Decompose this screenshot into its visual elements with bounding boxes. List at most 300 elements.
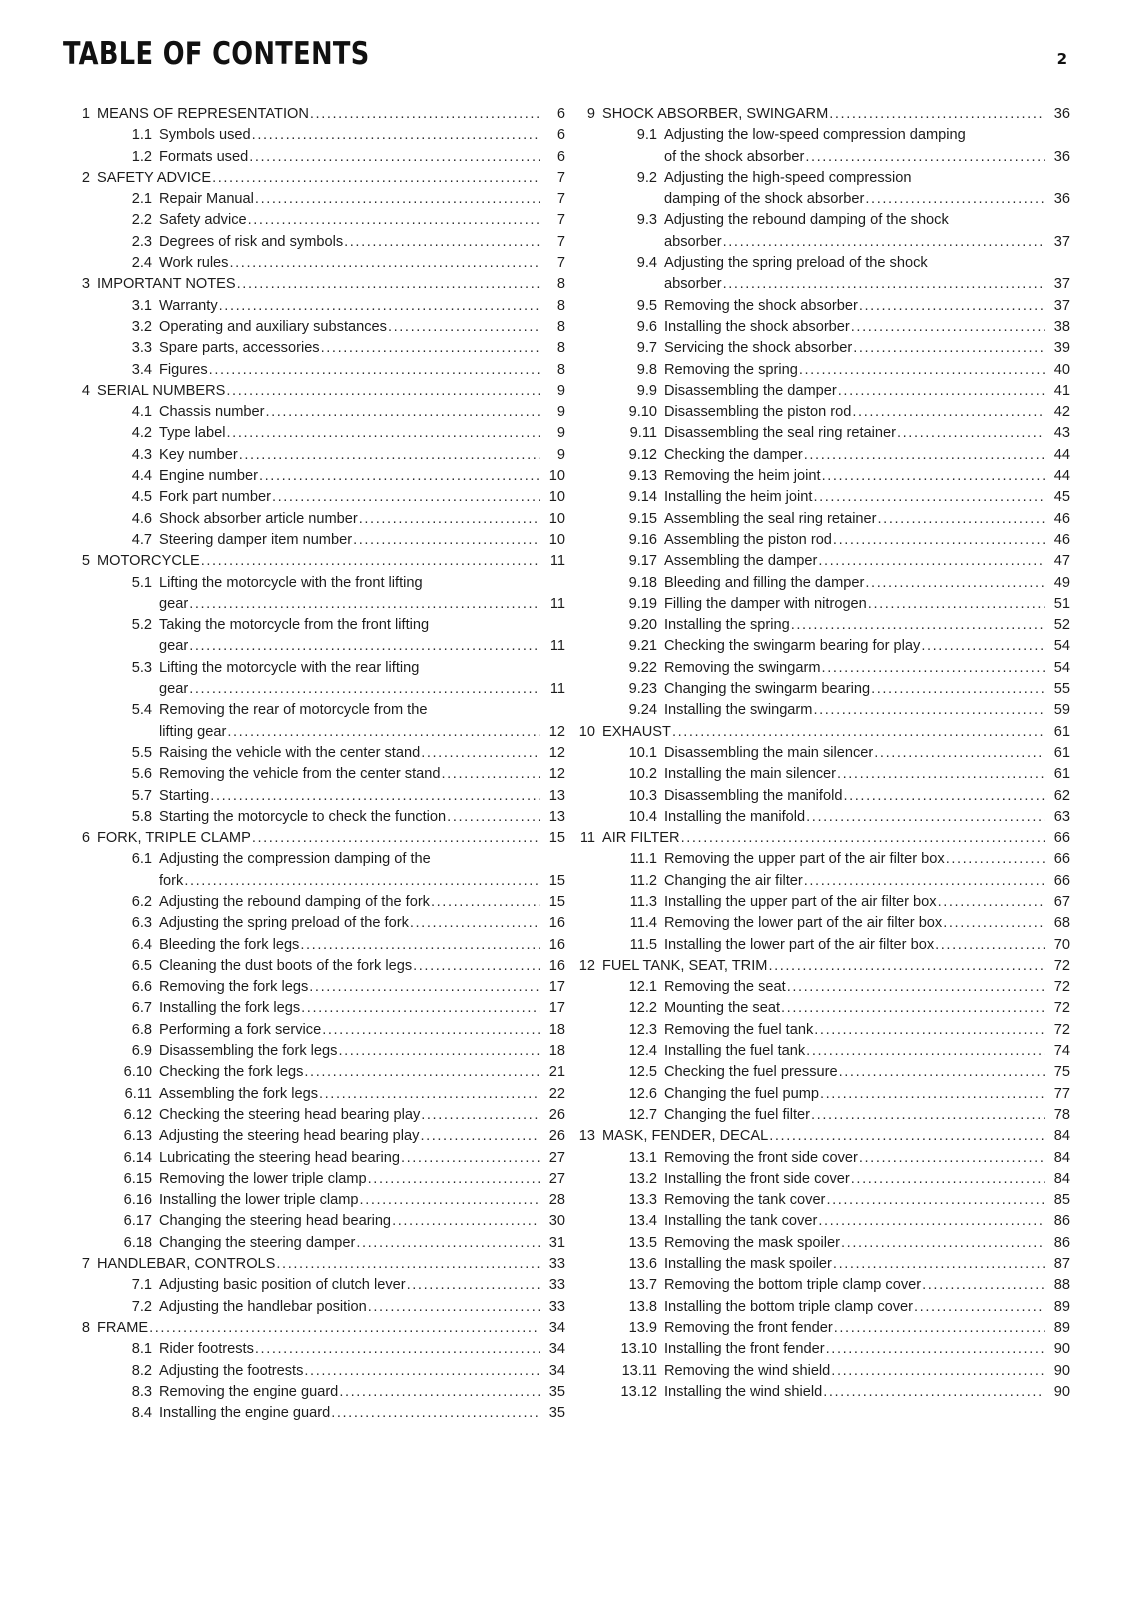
toc-entry-label: SHOCK ABSORBER, SWINGARM — [602, 106, 829, 122]
toc-entry-body — [159, 1233, 565, 1254]
toc-entry-body — [159, 956, 565, 977]
toc-entry-label: Warranty — [159, 297, 218, 314]
toc-entry-number: 11.3 — [629, 893, 657, 910]
dot-leader — [811, 1105, 1045, 1126]
toc-entry-label: Lifting the motorcycle with the front lifting — [159, 574, 423, 591]
toc-entry[interactable] — [63, 1361, 565, 1382]
toc-entry-body — [159, 615, 565, 658]
toc-entry-label-continuation-line — [159, 871, 565, 892]
toc-entry[interactable] — [63, 530, 565, 551]
toc-entry-label: Mounting the seat — [664, 1000, 781, 1017]
toc-entry[interactable] — [568, 1254, 1070, 1275]
toc-entry[interactable] — [63, 189, 565, 210]
toc-entry[interactable] — [568, 317, 1070, 338]
toc-entry[interactable] — [63, 509, 565, 530]
dot-leader — [339, 1382, 540, 1403]
toc-entry-body — [664, 658, 1070, 679]
toc-entry-number: 12.3 — [628, 1021, 657, 1038]
toc-entry[interactable] — [568, 1275, 1070, 1296]
toc-entry[interactable] — [63, 1020, 565, 1041]
dot-leader — [410, 913, 540, 934]
toc-entry-body — [664, 1148, 1070, 1169]
dot-leader — [301, 998, 540, 1019]
toc-entry-page: 12 — [548, 766, 565, 783]
toc-entry-page: 9 — [556, 404, 565, 421]
dot-leader — [818, 551, 1045, 572]
toc-entry-number: 4.7 — [131, 531, 152, 548]
toc-entry-number: 7.1 — [131, 1277, 152, 1294]
dot-leader — [359, 509, 540, 530]
toc-entry-body — [664, 764, 1070, 785]
toc-entry-label: Removing the heim joint — [664, 468, 821, 485]
toc-entry-label: Installing the spring — [664, 617, 790, 634]
toc-entry-number: 9.14 — [628, 489, 657, 506]
toc-entry-label: Adjusting the spring preload of the fork — [159, 915, 409, 932]
toc-entry-page: 35 — [548, 1405, 565, 1422]
toc-entry-page: 63 — [1053, 808, 1070, 825]
toc-entry[interactable] — [63, 232, 565, 253]
toc-entry[interactable] — [63, 998, 565, 1019]
toc-entry-number: 4.5 — [131, 489, 152, 506]
toc-entry-page: 34 — [548, 1362, 565, 1379]
toc-entry-label: Disassembling the damper — [664, 382, 837, 399]
toc-entry-number: 11.2 — [629, 872, 657, 889]
toc-entry[interactable] — [63, 615, 565, 658]
toc-entry-page: 28 — [548, 1192, 565, 1209]
toc-entry[interactable] — [568, 1318, 1070, 1339]
toc-entry[interactable] — [568, 786, 1070, 807]
toc-entry-page: 18 — [548, 1043, 565, 1060]
toc-entry-body — [159, 1382, 565, 1403]
toc-entry-label: Adjusting the handlebar position — [159, 1298, 367, 1315]
toc-entry[interactable] — [568, 168, 1070, 211]
toc-entry[interactable] — [63, 935, 565, 956]
toc-entry-number: 11.4 — [629, 915, 657, 932]
toc-entry[interactable] — [63, 1339, 565, 1360]
toc-entry-number: 9.16 — [628, 531, 657, 548]
toc-entry[interactable] — [568, 998, 1070, 1019]
dot-leader — [833, 530, 1045, 551]
toc-entry[interactable] — [63, 317, 565, 338]
toc-entry-label: Adjusting the rebound damping of the shock — [664, 212, 949, 229]
toc-entry[interactable] — [568, 445, 1070, 466]
toc-entry[interactable] — [568, 1126, 1070, 1147]
dot-leader — [227, 722, 540, 743]
toc-entry-body — [97, 168, 565, 189]
toc-entry[interactable] — [63, 487, 565, 508]
toc-entry-body — [664, 573, 1070, 594]
toc-entry[interactable] — [568, 104, 1070, 125]
toc-entry-page: 86 — [1053, 1234, 1070, 1251]
dot-leader — [791, 615, 1045, 636]
toc-entry[interactable] — [568, 956, 1070, 977]
toc-entry[interactable] — [568, 1062, 1070, 1083]
toc-entry[interactable] — [568, 487, 1070, 508]
dot-leader — [935, 935, 1045, 956]
toc-entry[interactable] — [568, 849, 1070, 870]
toc-entry-number: 6 — [81, 830, 90, 847]
toc-entry[interactable] — [63, 360, 565, 381]
toc-entry-number: 8.2 — [131, 1362, 152, 1379]
toc-entry-number: 8.4 — [131, 1405, 152, 1422]
toc-entry-number: 6.4 — [131, 936, 152, 953]
toc-entry-page: 15 — [548, 830, 565, 847]
toc-entry[interactable] — [568, 764, 1070, 785]
dot-leader — [322, 1020, 540, 1041]
toc-entry-number: 6.1 — [131, 851, 152, 868]
toc-entry[interactable] — [63, 274, 565, 295]
toc-entry[interactable] — [568, 509, 1070, 530]
toc-entry-label: Adjusting the compression damping of the — [159, 851, 431, 868]
dot-leader — [401, 1148, 540, 1169]
dot-leader — [259, 466, 540, 487]
toc-entry-body — [664, 445, 1070, 466]
toc-entry-page: 7 — [556, 169, 565, 186]
toc-entry-label: Key number — [159, 446, 238, 463]
toc-entry[interactable] — [568, 722, 1070, 743]
toc-entry-page: 8 — [556, 297, 565, 314]
toc-entry-number: 6.10 — [123, 1064, 152, 1081]
toc-entry-body — [159, 1062, 565, 1083]
toc-entry-number: 5.5 — [131, 744, 152, 761]
toc-entry[interactable] — [568, 1105, 1070, 1126]
toc-entry-number: 9.15 — [628, 510, 657, 527]
toc-entry[interactable] — [568, 871, 1070, 892]
toc-entry-number: 13.1 — [628, 1149, 657, 1166]
toc-entry[interactable] — [63, 764, 565, 785]
toc-entry[interactable] — [568, 828, 1070, 849]
toc-entry[interactable] — [568, 658, 1070, 679]
dot-leader — [356, 1233, 540, 1254]
dot-leader — [826, 1339, 1045, 1360]
dot-leader — [272, 487, 540, 508]
toc-entry-page: 72 — [1053, 1021, 1070, 1038]
toc-entry[interactable] — [568, 636, 1070, 657]
toc-entry[interactable] — [63, 573, 565, 616]
toc-entry-body — [159, 1339, 565, 1360]
toc-entry-body — [159, 466, 565, 487]
toc-entry-page: 8 — [556, 340, 565, 357]
toc-entry[interactable] — [63, 1190, 565, 1211]
toc-entry-number: 6.13 — [123, 1128, 152, 1145]
toc-entry-number: 6.9 — [131, 1043, 152, 1060]
toc-entry-number: 13.9 — [628, 1319, 657, 1336]
toc-entry-page: 42 — [1053, 404, 1070, 421]
toc-entry[interactable] — [568, 935, 1070, 956]
toc-entry[interactable] — [568, 253, 1070, 296]
toc-entry-number: 9.4 — [636, 255, 657, 272]
toc-entry-number: 6.2 — [131, 893, 152, 910]
dot-leader — [210, 786, 540, 807]
toc-entry[interactable] — [568, 700, 1070, 721]
toc-entry[interactable] — [568, 551, 1070, 572]
toc-entry[interactable] — [568, 977, 1070, 998]
toc-entry[interactable] — [568, 743, 1070, 764]
toc-entry[interactable] — [63, 1105, 565, 1126]
toc-entry-label: Repair Manual — [159, 191, 254, 208]
toc-entry[interactable] — [63, 1382, 565, 1403]
toc-entry[interactable] — [568, 466, 1070, 487]
toc-entry-label: FORK, TRIPLE CLAMP — [97, 830, 251, 847]
dot-leader — [922, 1275, 1045, 1296]
dot-leader — [300, 935, 540, 956]
toc-entry[interactable] — [63, 381, 565, 402]
toc-entry[interactable] — [568, 1233, 1070, 1254]
toc-entry-body — [159, 509, 565, 530]
toc-entry-body — [159, 743, 565, 764]
toc-entry-number: 10.4 — [628, 808, 657, 825]
toc-entry[interactable] — [568, 1148, 1070, 1169]
toc-entry-label: Installing the bottom triple clamp cover — [664, 1298, 914, 1315]
toc-entry-label: Installing the upper part of the air filter box — [664, 893, 937, 910]
toc-entry-body — [664, 466, 1070, 487]
toc-entry[interactable] — [63, 849, 565, 892]
toc-entry-body — [159, 530, 565, 551]
toc-entry[interactable] — [63, 658, 565, 701]
toc-entry[interactable] — [568, 296, 1070, 317]
toc-entry[interactable] — [63, 807, 565, 828]
toc-entry[interactable] — [63, 104, 565, 125]
toc-entry-page: 18 — [548, 1021, 565, 1038]
toc-entry-body — [664, 615, 1070, 636]
toc-entry[interactable] — [63, 147, 565, 168]
toc-entry-body — [159, 253, 565, 274]
toc-entry-body — [664, 700, 1070, 721]
toc-entry[interactable] — [568, 423, 1070, 444]
toc-entry-number: 9.3 — [636, 212, 657, 229]
dot-leader — [189, 594, 540, 615]
toc-entry[interactable] — [63, 1254, 565, 1275]
toc-entry[interactable] — [63, 700, 565, 743]
toc-entry[interactable] — [63, 977, 565, 998]
toc-entry-label: Removing the wind shield — [664, 1362, 831, 1379]
toc-entry[interactable] — [63, 1169, 565, 1190]
dot-leader — [813, 487, 1045, 508]
toc-entry-page: 35 — [548, 1383, 565, 1400]
toc-entry[interactable] — [63, 551, 565, 572]
toc-entry-label: Installing the swingarm — [664, 702, 813, 719]
toc-entry[interactable] — [568, 530, 1070, 551]
toc-entry[interactable] — [568, 1382, 1070, 1403]
toc-entry-number: 6.18 — [123, 1234, 152, 1251]
toc-entry[interactable] — [63, 956, 565, 977]
toc-entry-body — [602, 956, 1070, 977]
toc-entry-number: 13.2 — [628, 1170, 657, 1187]
toc-entry-body — [664, 1382, 1070, 1403]
toc-entry-label: FUEL TANK, SEAT, TRIM — [602, 957, 768, 974]
toc-entry[interactable] — [63, 210, 565, 231]
toc-entry-label: FRAME — [97, 1319, 149, 1336]
toc-entry[interactable] — [63, 1062, 565, 1083]
dot-leader — [834, 1318, 1045, 1339]
dot-leader — [946, 849, 1045, 870]
dot-leader — [255, 1339, 540, 1360]
toc-entry-page: 88 — [1053, 1277, 1070, 1294]
toc-entry[interactable] — [63, 296, 565, 317]
toc-entry[interactable] — [63, 445, 565, 466]
toc-entry[interactable] — [568, 1211, 1070, 1232]
toc-entry-number: 12.7 — [628, 1106, 657, 1123]
toc-entry-number: 6.6 — [131, 979, 152, 996]
toc-entry-label: Removing the shock absorber — [664, 297, 858, 314]
toc-entry-label: Lubricating the steering head bearing — [159, 1149, 400, 1166]
toc-entry[interactable] — [568, 381, 1070, 402]
toc-entry-page: 8 — [556, 361, 565, 378]
toc-entry[interactable] — [63, 1084, 565, 1105]
toc-entry-label: Installing the shock absorber — [664, 318, 850, 335]
toc-entry-page: 40 — [1053, 361, 1070, 378]
toc-entry[interactable] — [568, 210, 1070, 253]
toc-entry[interactable] — [568, 615, 1070, 636]
toc-entry-label: Adjusting basic position of clutch lever — [159, 1277, 406, 1294]
toc-entry-body — [97, 828, 565, 849]
toc-entry-number: 3.2 — [131, 318, 152, 335]
toc-entry-page: 33 — [548, 1277, 565, 1294]
dot-leader — [420, 1126, 540, 1147]
dot-leader — [331, 1403, 540, 1424]
toc-entry-number: 13.8 — [628, 1298, 657, 1315]
toc-entry-label: Work rules — [159, 255, 229, 272]
dot-leader — [319, 1084, 540, 1105]
toc-entry[interactable] — [568, 360, 1070, 381]
toc-entry-label: Bleeding and filling the damper — [664, 574, 865, 591]
toc-entry[interactable] — [568, 913, 1070, 934]
toc-entry-label: Chassis number — [159, 404, 265, 421]
toc-entry[interactable] — [63, 466, 565, 487]
toc-entry[interactable] — [568, 1361, 1070, 1382]
dot-leader — [681, 828, 1045, 849]
toc-entry-page: 66 — [1053, 851, 1070, 868]
toc-entry-number: 12.6 — [628, 1085, 657, 1102]
toc-entry-body — [664, 1233, 1070, 1254]
toc-entry-page: 66 — [1053, 830, 1070, 847]
toc-entry[interactable] — [63, 1403, 565, 1424]
toc-entry[interactable] — [63, 1041, 565, 1062]
dot-leader — [823, 1382, 1045, 1403]
toc-entry-body — [664, 210, 1070, 253]
toc-entry[interactable] — [63, 1275, 565, 1296]
toc-entry[interactable] — [63, 1297, 565, 1318]
toc-entry-label: Installing the lower part of the air filter box — [664, 936, 935, 953]
toc-entry-body — [664, 807, 1070, 828]
toc-entry-body — [97, 104, 565, 125]
toc-entry[interactable] — [63, 1318, 565, 1339]
toc-entry[interactable] — [63, 402, 565, 423]
toc-entry-label-continuation-line — [664, 274, 1070, 295]
toc-entry[interactable] — [568, 1041, 1070, 1062]
toc-entry[interactable] — [568, 807, 1070, 828]
dot-leader — [838, 381, 1045, 402]
toc-entry[interactable] — [568, 573, 1070, 594]
toc-entry-body — [159, 1084, 565, 1105]
toc-entry-label: Starting the motorcycle to check the function — [159, 808, 447, 825]
toc-entry-label: Fork part number — [159, 489, 271, 506]
toc-entry-page: 17 — [548, 979, 565, 996]
toc-entry[interactable] — [63, 1148, 565, 1169]
toc-entry-page: 87 — [1053, 1256, 1070, 1273]
toc-entry[interactable] — [568, 1020, 1070, 1041]
toc-entry-page: 51 — [1053, 595, 1070, 612]
toc-entry[interactable] — [63, 338, 565, 359]
toc-entry-body — [602, 722, 1070, 743]
toc-entry-label: Installing the engine guard — [159, 1405, 331, 1422]
toc-entry[interactable] — [568, 679, 1070, 700]
toc-entry[interactable] — [63, 253, 565, 274]
toc-entry-number: 9.7 — [636, 340, 657, 357]
toc-entry[interactable] — [568, 1169, 1070, 1190]
toc-entry[interactable] — [568, 338, 1070, 359]
toc-entry-number: 13.5 — [628, 1234, 657, 1251]
toc-entry[interactable] — [568, 594, 1070, 615]
toc-entry[interactable] — [63, 168, 565, 189]
toc-entry[interactable] — [63, 1126, 565, 1147]
toc-entry-body — [159, 807, 565, 828]
toc-entry-body — [664, 381, 1070, 402]
toc-entry-page: 75 — [1053, 1064, 1070, 1081]
toc-entry-number: 4.2 — [131, 425, 152, 442]
toc-entry-number: 9.22 — [628, 659, 657, 676]
toc-entry-label-continuation-line — [159, 636, 565, 657]
toc-entry-body — [159, 1148, 565, 1169]
toc-entry[interactable] — [568, 402, 1070, 423]
toc-entry-body — [159, 296, 565, 317]
toc-entry[interactable] — [63, 828, 565, 849]
dot-leader — [212, 168, 540, 189]
toc-entry-page: 67 — [1053, 893, 1070, 910]
toc-entry[interactable] — [63, 1233, 565, 1254]
toc-entry[interactable] — [63, 125, 565, 146]
toc-entry[interactable] — [568, 1190, 1070, 1211]
toc-entry[interactable] — [63, 892, 565, 913]
toc-entry-label: Removing the front fender — [664, 1319, 833, 1336]
toc-entry-number: 11 — [579, 830, 595, 847]
toc-entry-body — [97, 381, 565, 402]
toc-entry[interactable] — [568, 1339, 1070, 1360]
toc-entry[interactable] — [63, 743, 565, 764]
dot-leader — [265, 402, 540, 423]
toc-entry-body — [664, 998, 1070, 1019]
toc-entry[interactable] — [568, 125, 1070, 168]
toc-entry[interactable] — [568, 892, 1070, 913]
toc-entry-body — [159, 1041, 565, 1062]
toc-entry-body — [664, 1211, 1070, 1232]
toc-entry-page: 27 — [548, 1149, 565, 1166]
toc-entry[interactable] — [63, 786, 565, 807]
toc-entry[interactable] — [63, 423, 565, 444]
toc-entry-page: 44 — [1053, 446, 1070, 463]
dot-leader — [820, 1084, 1045, 1105]
toc-entry-label-continuation-line — [159, 679, 565, 700]
toc-entry-body — [159, 402, 565, 423]
toc-entry-page: 11 — [549, 553, 565, 570]
dot-leader — [851, 1169, 1045, 1190]
toc-entry-label: SERIAL NUMBERS — [97, 382, 226, 399]
toc-entry[interactable] — [568, 1084, 1070, 1105]
dot-leader — [853, 338, 1045, 359]
toc-entry[interactable] — [63, 913, 565, 934]
dot-leader — [859, 296, 1045, 317]
toc-entry-label: Removing the tank cover — [664, 1192, 826, 1209]
toc-entry-page: 16 — [548, 957, 565, 974]
dot-leader — [851, 317, 1045, 338]
toc-entry-body — [159, 573, 565, 616]
toc-entry[interactable] — [568, 1297, 1070, 1318]
toc-entry-label: Assembling the fork legs — [159, 1085, 318, 1102]
toc-entry-body — [97, 1318, 565, 1339]
toc-entry[interactable] — [63, 1211, 565, 1232]
toc-entry-body — [664, 1190, 1070, 1211]
toc-entry-label: Lifting the motorcycle with the rear lifting — [159, 659, 420, 676]
